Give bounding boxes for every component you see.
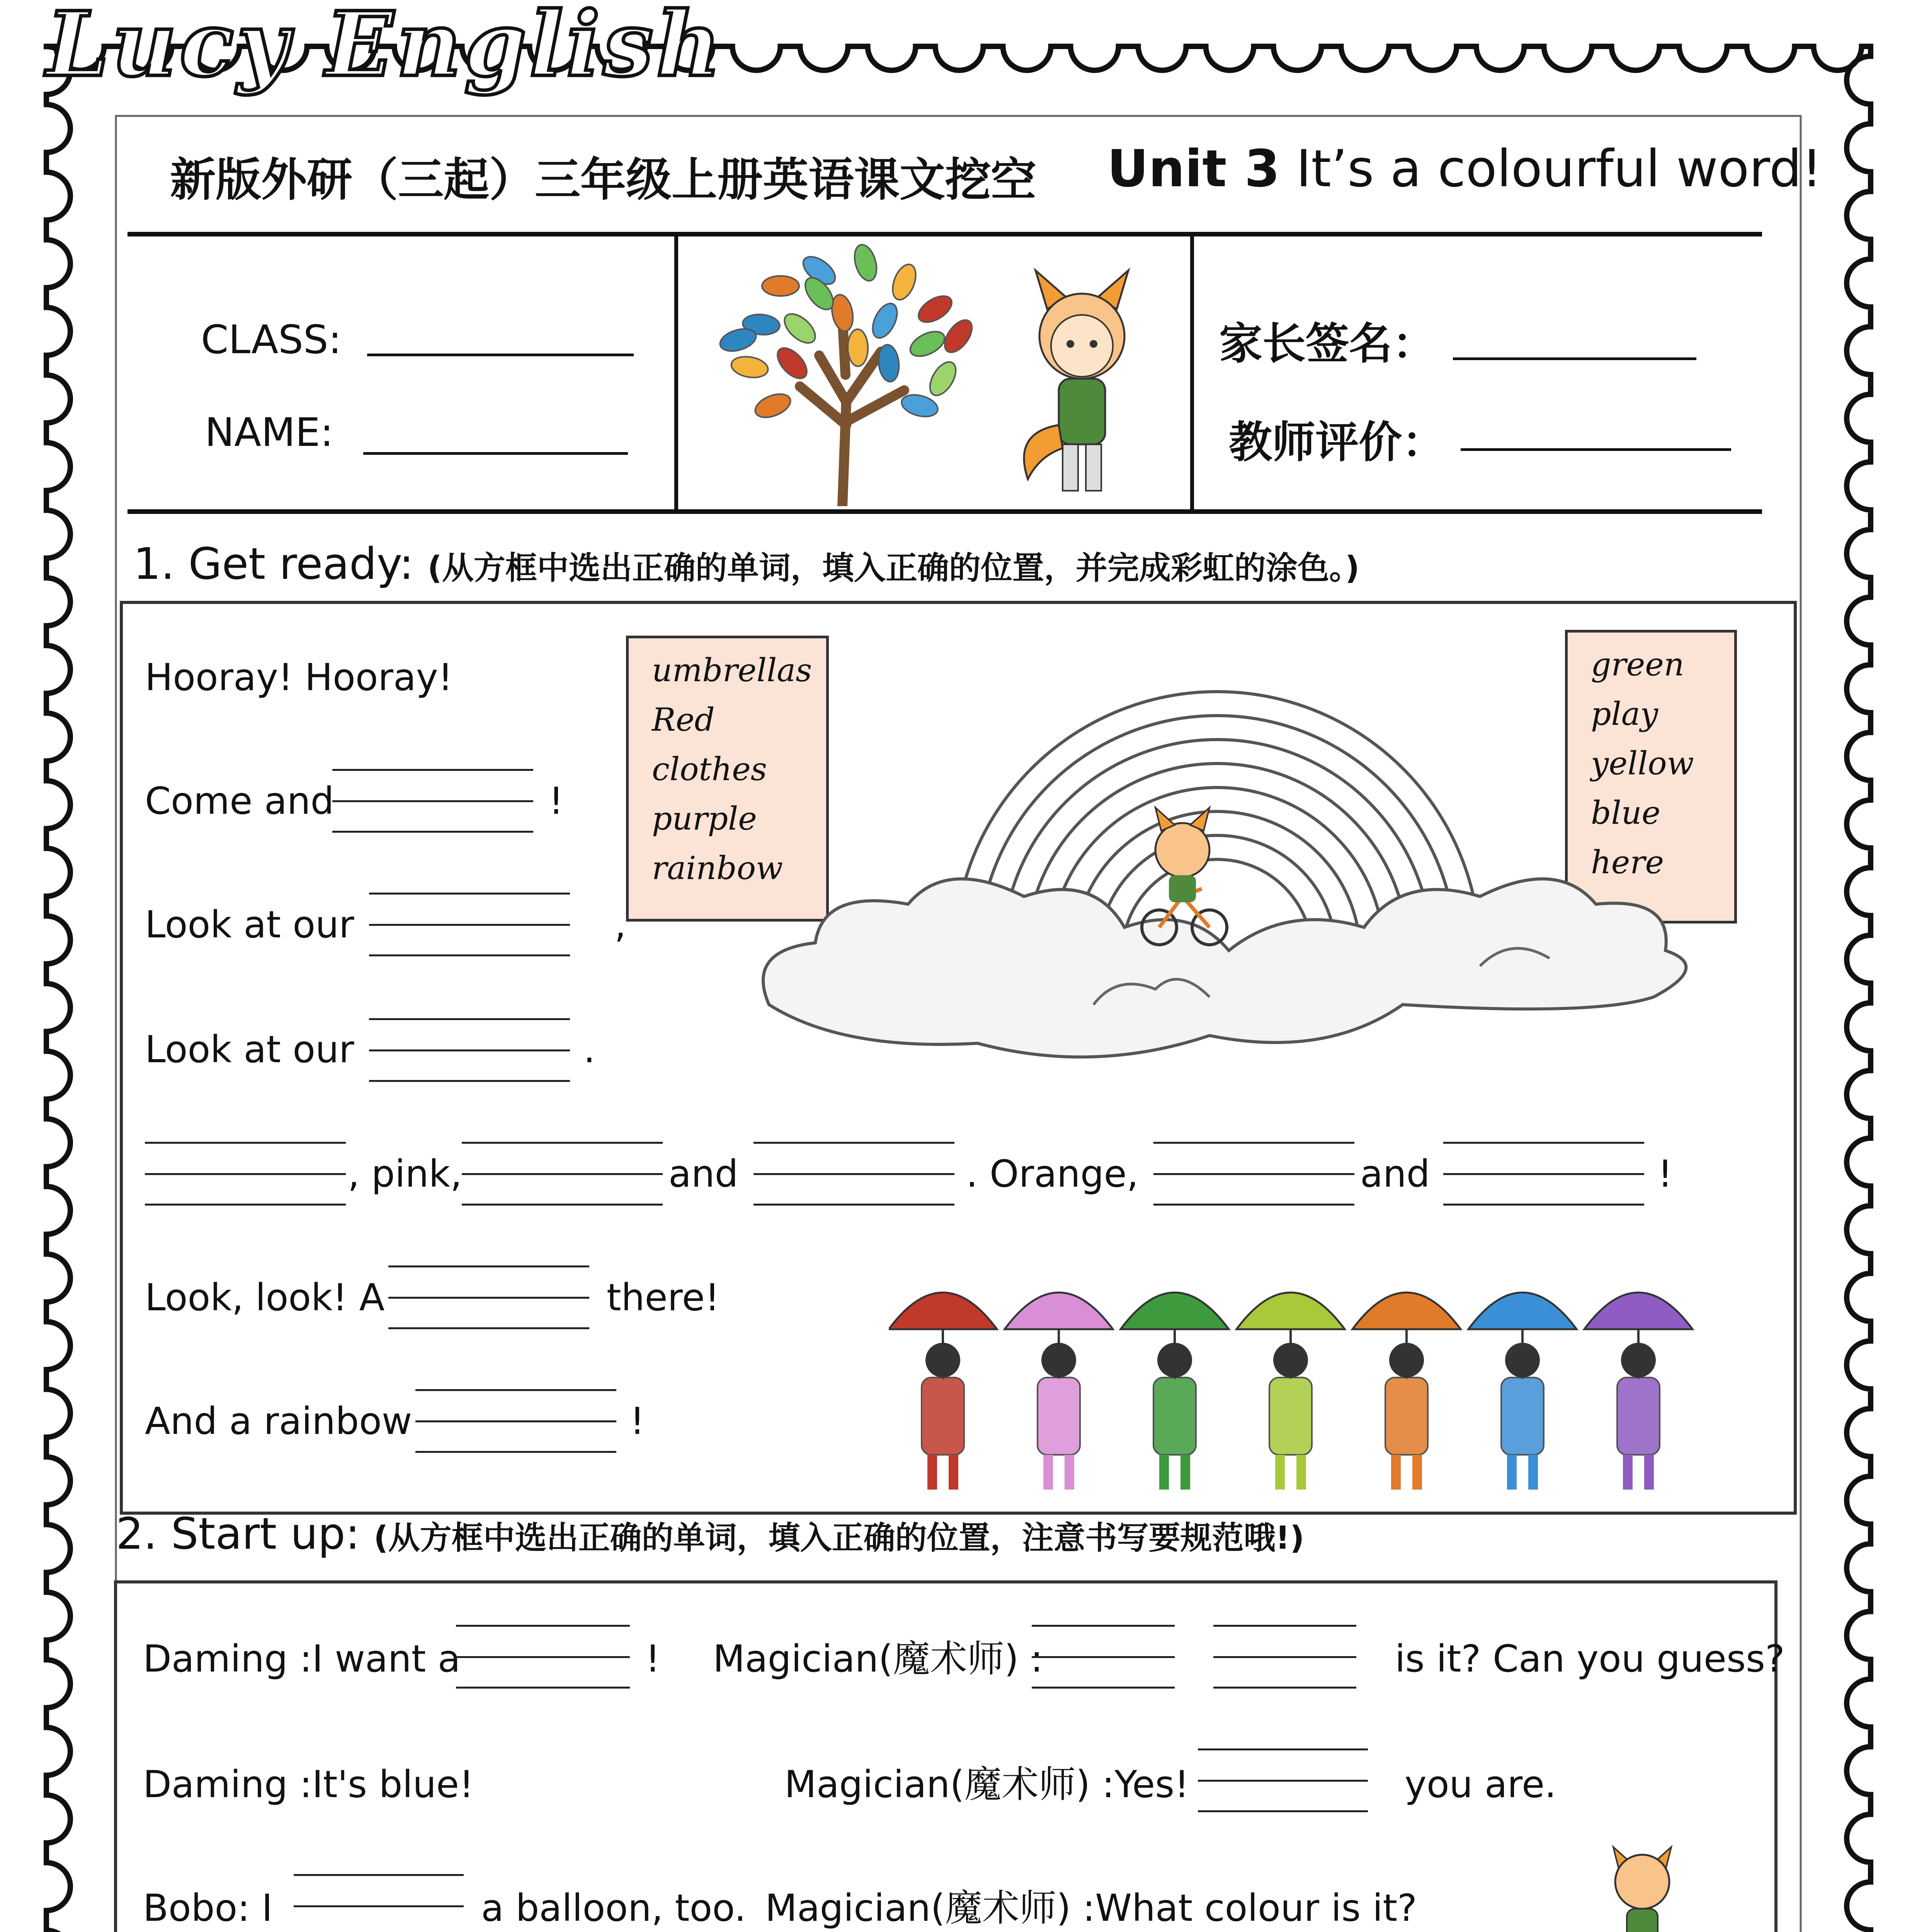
blank-purple[interactable]: [462, 1142, 663, 1206]
section2-instruction: (从方框中选出正确的单词，填入正确的位置，注意书写要规范哦!): [374, 1520, 1305, 1556]
tree-leaf: [851, 242, 880, 284]
teacher-comment-field[interactable]: [1461, 448, 1731, 451]
tree-leaf: [906, 327, 948, 361]
word-box-item: rainbow: [652, 850, 783, 887]
poem-line-7-end: !: [630, 1400, 645, 1443]
umbrella-kids-illustration: [889, 1264, 1731, 1503]
tree-leaf: [772, 343, 812, 384]
word-box-item: play: [1591, 696, 1658, 733]
name-label: NAME:: [205, 410, 333, 456]
word-box-item: umbrellas: [652, 652, 812, 689]
dialog-c2: a balloon, too.: [481, 1886, 746, 1930]
blank-umbrellas[interactable]: [369, 1018, 570, 1082]
dialog-c1: Bobo: I: [143, 1886, 273, 1930]
poem-line-4-end: .: [583, 1028, 595, 1071]
info-divider-2: [1190, 236, 1194, 509]
blank-blue[interactable]: [754, 1142, 954, 1206]
blank-right-1[interactable]: [1198, 1748, 1368, 1812]
umbrella-kid: [1352, 1293, 1461, 1490]
word-box-item: Red: [652, 702, 715, 738]
poem-line-6-end: there!: [607, 1276, 720, 1319]
worksheet-title-cn: 新版外研（三起）三年级上册英语课文挖空: [170, 153, 1037, 206]
dialog-b3: you are.: [1405, 1763, 1556, 1806]
poem-line-3-text: Look at our: [145, 903, 354, 946]
class-label: CLASS:: [201, 317, 342, 363]
umbrella-kid: [1005, 1293, 1113, 1490]
tree-leaf: [847, 329, 868, 367]
name-field[interactable]: [363, 452, 628, 455]
poem-line-1: Hooray! Hooray!: [145, 656, 453, 699]
poem-line-3-end: ,: [614, 903, 626, 946]
blank-green[interactable]: [1443, 1142, 1644, 1206]
poem-line-5-and-2: and: [1360, 1152, 1430, 1196]
tree-leaf: [888, 261, 920, 303]
parent-signature-field[interactable]: [1453, 357, 1696, 360]
balloons-illustration: [1522, 1843, 1785, 1932]
section1-title: 1. Get ready:: [133, 539, 414, 589]
brand-logo-top: Lucy English: [46, 0, 724, 97]
tree-leaf: [779, 309, 820, 349]
umbrella-kid: [1468, 1293, 1577, 1490]
tree-leaf: [868, 299, 902, 342]
tree-leaf: [762, 276, 799, 296]
section1-instruction: (从方框中选出正确的单词，填入正确的位置，并完成彩虹的涂色。): [427, 550, 1360, 587]
word-box-item: blue: [1591, 795, 1661, 832]
info-divider-1: [674, 236, 678, 509]
tree-leaf: [730, 354, 770, 380]
umbrella-kid: [1584, 1293, 1692, 1490]
fox-boy-on-balloons: [1613, 1847, 1671, 1932]
unit-label: Unit 3: [1107, 139, 1280, 199]
blank-what[interactable]: [1032, 1625, 1175, 1689]
unit-title: It’s a colourful word!: [1296, 139, 1822, 199]
umbrella-kid: [889, 1293, 997, 1490]
poem-line-5-end: !: [1658, 1152, 1673, 1196]
tree-leaf: [914, 291, 956, 328]
blank-red[interactable]: [145, 1142, 346, 1206]
word-box-item: yellow: [1591, 745, 1694, 782]
blank-yellow[interactable]: [1153, 1142, 1354, 1206]
info-rule-bottom: [128, 509, 1762, 514]
tree-leaf: [877, 344, 901, 383]
fox-boy-mascot: [1005, 263, 1159, 510]
umbrella-kid: [1121, 1293, 1229, 1490]
dialog-a3: Magician(魔术师) :: [713, 1637, 1043, 1680]
dialog-a2: !: [645, 1637, 660, 1680]
poem-line-5-and-1: and: [668, 1152, 738, 1196]
dialog-b2: Magician(魔术师) :Yes!: [784, 1763, 1189, 1806]
blank-colour[interactable]: [1213, 1625, 1356, 1689]
word-box-item: here: [1591, 844, 1664, 881]
section2-heading: [116, 1509, 1304, 1559]
parent-signature-label: 家长签名：: [1219, 319, 1436, 369]
header-rule: [128, 232, 1762, 236]
blank-balloon[interactable]: [456, 1625, 630, 1689]
dialog-b1: Daming :It's blue!: [143, 1763, 474, 1806]
class-field[interactable]: [367, 354, 634, 356]
word-box-item: purple: [652, 801, 757, 837]
dialog-a4: is it? Can you guess?: [1395, 1637, 1785, 1680]
worksheet-title-en: [1107, 139, 1822, 199]
poem-line-5-pink: , pink,: [348, 1152, 462, 1196]
word-box-item: green: [1591, 646, 1684, 683]
poem-line-5-orange: . Orange,: [966, 1152, 1139, 1196]
poem-line-2-end: !: [549, 779, 564, 823]
dialog-c3: Magician(魔术师) :What colour is it?: [765, 1886, 1417, 1930]
dialog-a1: Daming :I want a: [143, 1637, 461, 1680]
blank-clothes[interactable]: [369, 893, 570, 956]
poem-line-7-text: And a rainbow: [145, 1400, 412, 1443]
word-box-item: clothes: [652, 751, 767, 788]
poem-line-6-text: Look, look! A: [145, 1276, 385, 1319]
blank-here[interactable]: [415, 1389, 616, 1453]
blank-want[interactable]: [294, 1874, 464, 1932]
umbrella-kid: [1237, 1293, 1345, 1490]
rainbow-illustration: [746, 657, 1712, 1121]
teacher-comment-label: 教师评价：: [1229, 417, 1445, 468]
blank-rainbow[interactable]: [388, 1265, 589, 1329]
blank-play[interactable]: [332, 769, 533, 833]
section1-heading: [133, 539, 1359, 589]
tree-illustration: [703, 240, 997, 506]
section2-title: 2. Start up:: [116, 1509, 360, 1559]
tree-leaf: [752, 389, 794, 422]
poem-line-4-text: Look at our: [145, 1028, 354, 1071]
tree-leaf: [925, 357, 961, 400]
poem-line-2-text: Come and: [145, 779, 334, 823]
